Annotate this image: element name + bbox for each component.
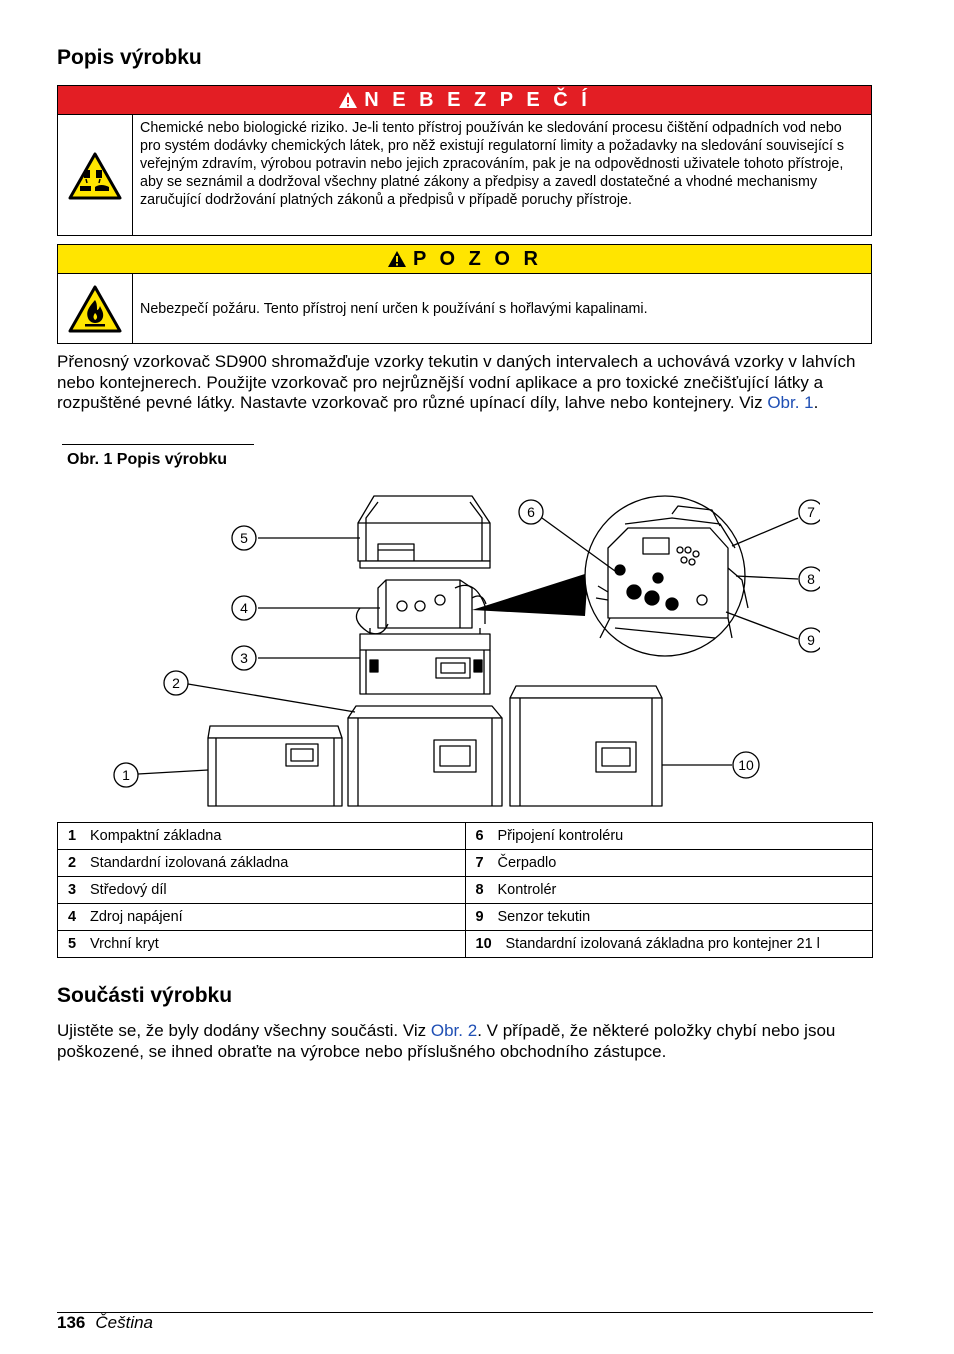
legend-row [58, 850, 873, 877]
danger-text: Chemické nebo biologické riziko. Je-li tento přístroj používán ke sledování procesu čištění odpadních vod nebo pro systém dodávky chemických látek, pro něž existují regulatorní limity a požadavky na sledování související s veřejným zdravím, výrobou potravin nebo jejich zpracováním, pak je na odpovědnosti uživatele tohoto přístroje, aby se seznámil a dodržoval všechny platné zákony a předpisy a zavedl dostatečné a vhodné mechanismy zaručující dodržování platných zákonů a předpisů v případě poruchy přístroje. [140, 120, 845, 208]
callout-8: 8 [807, 571, 815, 587]
footer-language: Čeština [95, 1313, 154, 1332]
legend-cell [58, 850, 466, 877]
danger-header [58, 86, 871, 115]
legend-label: Zdroj napájení [90, 909, 183, 925]
legend-cell [58, 823, 466, 850]
footer-rule [57, 1312, 873, 1313]
legend-label: Standardní izolovaná základna pro kontejner 21 l [505, 936, 820, 952]
center-section-drawing [360, 628, 490, 694]
figure-caption: Obr. 1 Popis výrobku [67, 451, 228, 468]
legend-row [58, 823, 873, 850]
warning-triangle-icon [338, 91, 358, 109]
legend-number: 4 [68, 909, 77, 925]
legend-cell [58, 931, 466, 958]
section-title-product-components: Součásti výrobku [57, 984, 233, 1007]
intro-paragraph [57, 352, 867, 414]
legend-number: 7 [475, 855, 484, 871]
caution-header [58, 245, 871, 274]
container-base-drawing [510, 686, 662, 806]
controller-detail-drawing [585, 496, 748, 656]
callout-2: 2 [172, 675, 180, 691]
components-text: Ujistěte se, že byly dodány všechny součásti. Viz [57, 1021, 431, 1040]
page-footer [57, 1313, 153, 1333]
figure-2-link[interactable]: Obr. 2 [430, 1021, 478, 1040]
legend-label: Senzor tekutin [497, 909, 591, 925]
callout-9: 9 [807, 632, 815, 648]
page-number: 136 [57, 1313, 86, 1332]
legend-number: 9 [475, 909, 484, 925]
caution-notice [57, 244, 872, 344]
section-title-product-description: Popis výrobku [57, 46, 202, 69]
legend-cell [465, 823, 873, 850]
legend-label: Připojení kontroléru [497, 828, 624, 844]
legend-cell [465, 850, 873, 877]
power-supply-drawing [356, 580, 486, 634]
legend-cell [465, 931, 873, 958]
warning-triangle-icon [387, 250, 407, 268]
components-paragraph [57, 1021, 867, 1062]
callout-10: 10 [738, 757, 754, 773]
callout-6: 6 [527, 504, 535, 520]
legend-row [58, 931, 873, 958]
legend-cell [465, 904, 873, 931]
legend-label: Čerpadlo [497, 855, 557, 871]
legend-label: Kompaktní základna [90, 828, 222, 844]
danger-notice [57, 85, 872, 236]
legend-row [58, 877, 873, 904]
product-figure [60, 488, 820, 813]
callout-7: 7 [807, 504, 815, 520]
caution-text: Nebezpečí požáru. Tento přístroj není určen k používání s hořlavými kapalinami. [140, 301, 648, 317]
legend-number: 1 [68, 828, 77, 844]
compact-base-drawing [208, 726, 342, 806]
legend-label: Kontrolér [497, 882, 557, 898]
legend-number: 6 [475, 828, 484, 844]
chemical-hazard-icon [67, 151, 123, 201]
top-cover-drawing [358, 496, 490, 568]
callout-4: 4 [240, 600, 248, 616]
legend-number: 10 [475, 936, 492, 952]
components-text-rest: . V případě, že některé položky chybí nebo jsou poškozené, se ihned obraťte na výrobce nebo příslušného obchodního zástupce. [57, 1021, 836, 1061]
legend-label: Středový díl [90, 882, 167, 898]
figure-caption-rule [62, 444, 254, 445]
legend-number: 3 [68, 882, 77, 898]
legend-cell [465, 877, 873, 904]
figure-legend-table [57, 822, 873, 958]
legend-label: Vrchní kryt [90, 936, 159, 952]
callout-3: 3 [240, 650, 248, 666]
fire-hazard-icon [67, 284, 123, 334]
intro-text: Přenosný vzorkovač SD900 shromažďuje vzorky tekutin v daných intervalech a uchovává vzorky v lahvích nebo kontejnerech. Použijte vzorkovač pro nejrůznější vodní aplikace a pro toxické znečišťující látky a rozpuštěné pevné látky. Nastavte vzorkovač pro různé upínací díly, lahve nebo kontejnery. Viz [57, 352, 856, 412]
legend-cell [58, 904, 466, 931]
figure-1-link[interactable]: Obr. 1 [767, 393, 814, 412]
intro-end: . [813, 393, 819, 412]
standard-base-drawing [348, 706, 502, 806]
legend-label: Standardní izolovaná základna [90, 855, 289, 871]
legend-row [58, 904, 873, 931]
danger-label: N E B E Z P E Č Í [364, 88, 591, 111]
callout-5: 5 [240, 530, 248, 546]
legend-number: 2 [68, 855, 77, 871]
legend-number: 8 [475, 882, 484, 898]
callout-1: 1 [122, 767, 130, 783]
legend-number: 5 [68, 936, 77, 952]
legend-cell [58, 877, 466, 904]
caution-label: P O Z O R [413, 247, 542, 270]
